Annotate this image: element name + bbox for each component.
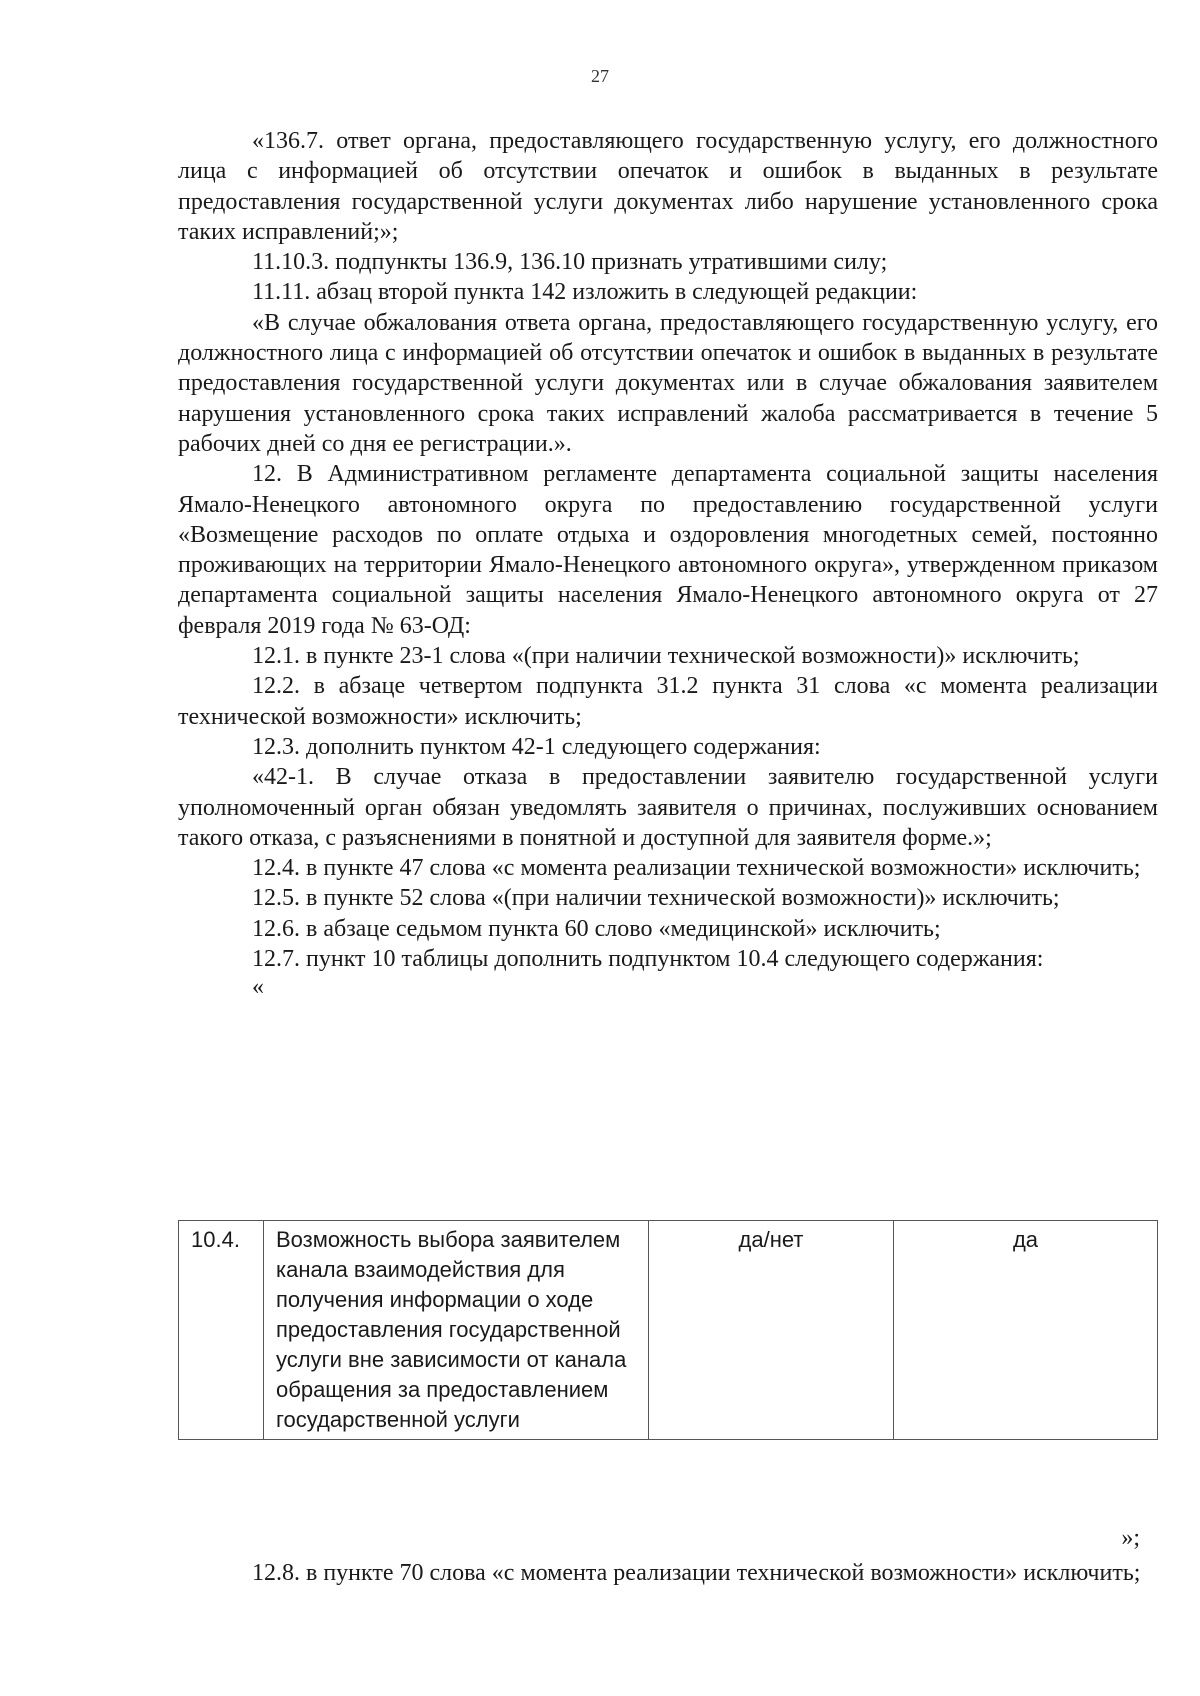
paragraph: 12.3. дополнить пунктом 42-1 следующего содержания:	[252, 733, 821, 760]
paragraph: «42-1. В случае отказа в предоставлении заявителю государственной услуги уполномоченный орган обязан уведомлять заявителя о причинах, послуживших основанием такого отказа, с разъяснениями в понятной и доступной для заявителя форме.»;	[178, 764, 1158, 851]
paragraph: 12.7. пункт 10 таблицы дополнить подпунктом 10.4 следующего содержания:	[252, 946, 1044, 973]
page-number: 27	[591, 66, 609, 86]
paragraph: «В случае обжалования ответа органа, предоставляющего государственную услугу, его должностного лица с информацией об отсутствии опечаток и ошибок в выданных в результате предоставления государственной услуги документах или в случае обжалования заявителем нарушения установленного срока таких исправлений жалоба рассматривается в течение 5 рабочих дней со дня ее регистрации.».	[178, 309, 1158, 457]
paragraph: «136.7. ответ органа, предоставляющего государственную услугу, его должностного лица с информацией об отсутствии опечаток и ошибок в выданных в результате предоставления государственной услуги документах либо нарушение установленного срока таких исправлений;»;	[178, 128, 1158, 245]
paragraph: 12.4. в пункте 47 слова «с момента реализации технической возможности» исключить;	[252, 855, 1141, 882]
paragraph: 12. В Административном регламенте департамента социальной защиты населения Ямало-Ненецкого автономного округа по предоставлению государственной услуги «Возмещение расходов по оплате отдыха и оздоровления многодетных семей, постоянно проживающих на территории Ямало-Ненецкого автономного округа», утвержденном приказом департамента социальной защиты населения Ямало-Ненецкого автономного округа от 27 февраля 2019 года № 63-ОД:	[178, 461, 1158, 639]
row-default-value-cell: да	[894, 1221, 1158, 1440]
paragraph: 12.2. в абзаце четвертом подпункта 31.2 пункта 31 слова «с момента реализации технической возможности» исключить;	[178, 673, 1158, 730]
document-body	[178, 126, 1158, 1000]
tail-body	[178, 1558, 1158, 1588]
paragraph: 11.10.3. подпункты 136.9, 136.10 признать утратившими силу;	[252, 249, 888, 276]
paragraph: 12.5. в пункте 52 слова «(при наличии технической возможности)» исключить;	[252, 885, 1060, 912]
row-description-cell: Возможность выбора заявителем канала взаимодействия для получения информации о ходе предоставления государственной услуги вне зависимости от канала обращения за предоставлением государственной услуги	[264, 1221, 649, 1440]
opening-quote-mark: «	[252, 974, 264, 1001]
paragraph: 12.6. в абзаце седьмом пункта 60 слово «медицинской» исключить;	[252, 915, 941, 942]
paragraph: 12.8. в пункте 70 слова «с момента реализации технической возможности» исключить;	[252, 1560, 1141, 1586]
row-value-type-cell: да/нет	[649, 1221, 894, 1440]
table-row	[179, 1221, 1158, 1440]
closing-quote-mark: »;	[1121, 1525, 1140, 1551]
paragraph: 11.11. абзац второй пункта 142 изложить в следующей редакции:	[252, 279, 918, 306]
paragraph: 12.1. в пункте 23-1 слова «(при наличии технической возможности)» исключить;	[252, 643, 1080, 670]
amendment-table	[178, 1220, 1158, 1440]
row-number-cell: 10.4.	[179, 1221, 264, 1440]
